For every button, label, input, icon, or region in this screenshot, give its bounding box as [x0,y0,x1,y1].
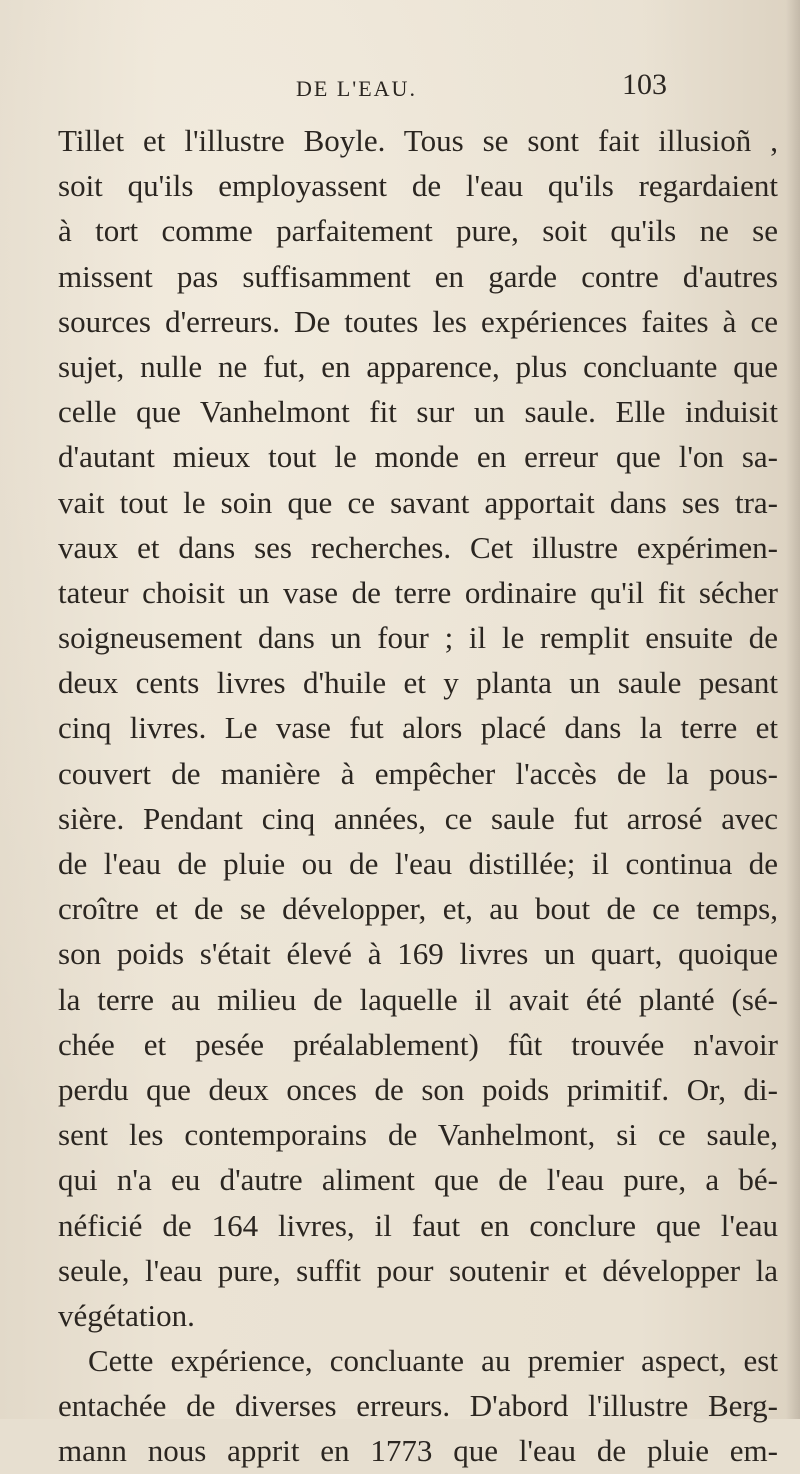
paragraph-end-line: végétation. [58,1297,195,1333]
text-line: sière. Pendant cinq années, ce saule fut arrosé avec [58,800,778,836]
text-line: croître et de se développer, et, au bout de ce temps, [58,891,778,927]
text-line: chée et pesée préalablement) fût trouvée n'avoir [58,1026,778,1062]
text-line: mann nous apprit en 1773 que l'eau de pluie em- [58,1433,778,1469]
text-line: vait tout le soin que ce savant apportait dans ses tra- [58,484,778,520]
text-line: sources d'erreurs. De toutes les expériences faites à ce [58,303,778,339]
text-line: sujet, nulle ne fut, en apparence, plus concluante que [58,348,778,384]
page-edge-shadow [786,0,800,1419]
text-line: tateur choisit un vase de terre ordinaire qu'il fit sécher [58,574,778,610]
text-line: Tillet et l'illustre Boyle. Tous se sont fait illusioñ , [58,123,778,158]
text-line: entachée de diverses erreurs. D'abord l'illustre Berg- [58,1388,778,1424]
text-line: deux cents livres d'huile et y planta un saule pesant [58,665,778,701]
text-line: celle que Vanhelmont fit sur un saule. Elle induisit [58,394,778,430]
paragraph-start-line: Cette expérience, concluante au premier aspect, est [88,1343,778,1379]
text-line: qui n'a eu d'autre aliment que de l'eau pure, a bé- [58,1162,778,1198]
running-title: DE L'EAU. [296,76,417,101]
text-line: seule, l'eau pure, suffit pour soutenir et développer la [58,1252,778,1288]
text-line: perdu que deux onces de son poids primitif. Or, di- [58,1071,778,1107]
text-line: à tort comme parfaitement pure, soit qu'ils ne se [58,213,778,249]
text-line: vaux et dans ses recherches. Cet illustre expérimen- [58,529,778,565]
page-header [0,68,800,108]
text-line: missent pas suffisamment en garde contre d'autres [58,258,778,294]
text-line: néficié de 164 livres, il faut en conclure que l'eau [58,1207,778,1243]
text-line: d'autant mieux tout le monde en erreur que l'on sa- [58,439,778,475]
text-line: cinq livres. Le vase fut alors placé dans la terre et [58,710,778,746]
text-line: la terre au milieu de laquelle il avait été planté (sé- [58,981,778,1017]
text-line: soit qu'ils employassent de l'eau qu'ils regardaient [58,168,778,204]
text-line: couvert de manière à empêcher l'accès de la pous- [58,755,778,791]
text-line: sent les contemporains de Vanhelmont, si ce saule, [58,1117,778,1153]
text-line: de l'eau de pluie ou de l'eau distillée; il continua de [58,846,778,881]
text-line: son poids s'était élevé à 169 livres un quart, quoique [58,936,778,972]
body-text [58,118,778,1474]
text-line: soigneusement dans un four ; il le remplit ensuite de [58,620,778,656]
page-number: 103 [622,68,667,101]
